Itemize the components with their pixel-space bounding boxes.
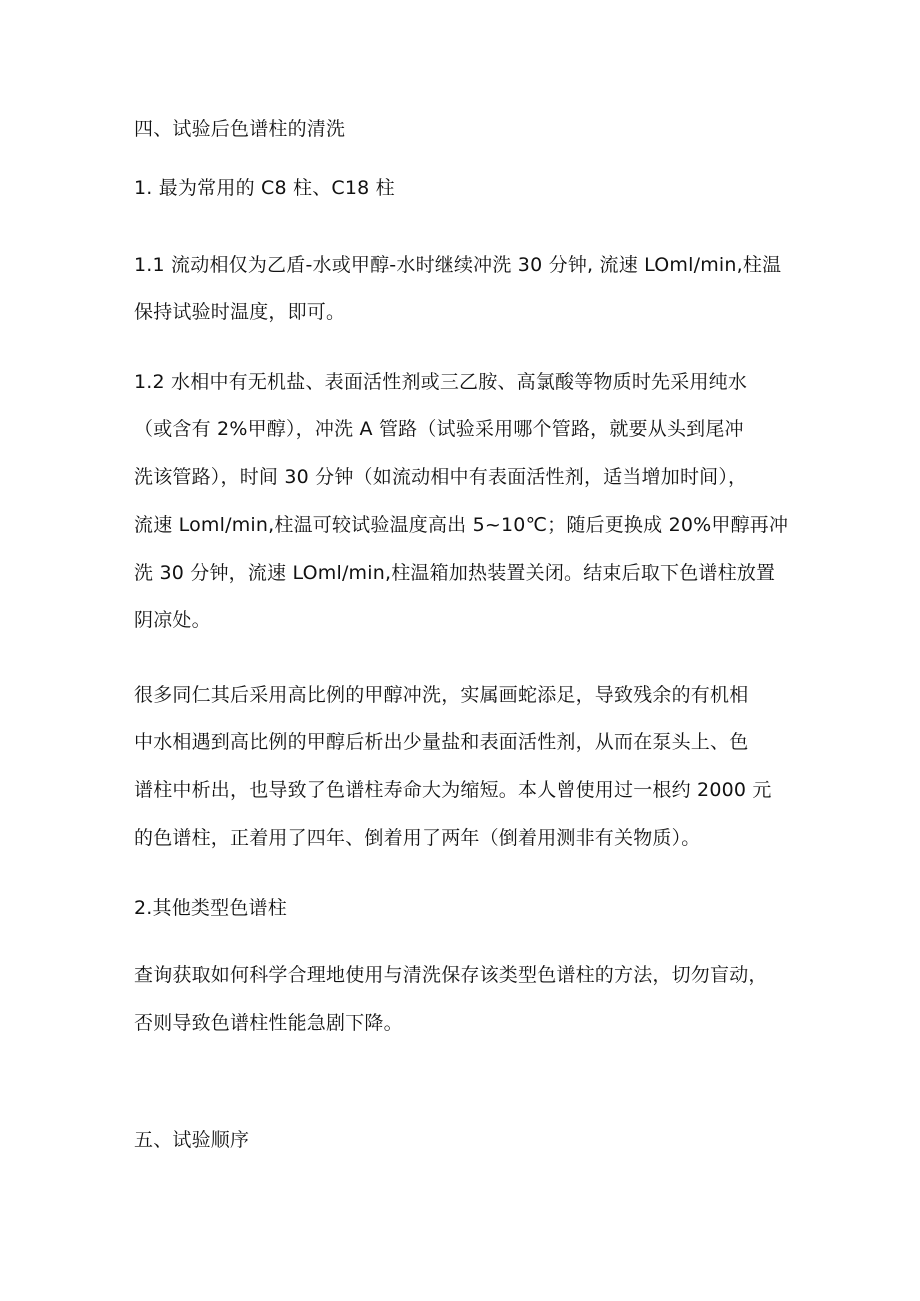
paragraph-1-2-line-6: 阴凉处。: [134, 609, 211, 631]
paragraph-1-2-line-3: 洗该管路），时间 30 分钟（如流动相中有表面活性剂，适当增加时间），: [134, 466, 748, 488]
note-paragraph-line-4: 的色谱柱，正着用了四年、倒着用了两年（倒着用测非有关物质）。: [134, 827, 701, 849]
paragraph-1-2-line-2: （或含有 2%甲醇），冲洗 A 管路（试验采用哪个管路，就要从头到尾冲: [134, 418, 744, 440]
paragraph-2-line-2: 否则导致色谱柱性能急剧下降。: [134, 1012, 403, 1034]
item-1-heading: 1. 最为常用的 C8 柱、C18 柱: [134, 177, 395, 199]
paragraph-1-2-line-1: 1.2 水相中有无机盐、表面活性剂或三乙胺、高氯酸等物质时先采用纯水: [134, 371, 748, 393]
paragraph-1-2-line-5: 洗 30 分钟，流速 LOml/min,柱温箱加热装置关闭。结束后取下色谱柱放置: [134, 562, 776, 584]
paragraph-1-1-line-2: 保持试验时温度，即可。: [134, 301, 346, 323]
paragraph-2-line-1: 查询获取如何科学合理地使用与清洗保存该类型色谱柱的方法，切勿盲动，: [134, 964, 768, 986]
paragraph-1-1-line-1: 1.1 流动相仅为乙盾-水或甲醇-水时继续冲洗 30 分钟, 流速 LOml/min,柱温: [134, 254, 782, 276]
item-2-heading: 2.其他类型色谱柱: [134, 897, 287, 919]
note-paragraph-line-2: 中水相遇到高比例的甲醇后析出少量盐和表面活性剂，从而在泵头上、色: [134, 731, 749, 753]
section-5-heading: 五、试验顺序: [134, 1129, 250, 1151]
paragraph-1-2-line-4: 流速 Loml/min,柱温可较试验温度高出 5~10℃；随后更换成 20%甲醇再冲: [134, 514, 789, 536]
note-paragraph-line-1: 很多同仁其后采用高比例的甲醇冲洗，实属画蛇添足，导致残余的有机相: [134, 684, 749, 706]
section-4-heading: 四、试验后色谱柱的清洗: [134, 118, 346, 140]
note-paragraph-line-3: 谱柱中析出，也导致了色谱柱寿命大为缩短。本人曾使用过一根约 2000 元: [134, 779, 772, 801]
